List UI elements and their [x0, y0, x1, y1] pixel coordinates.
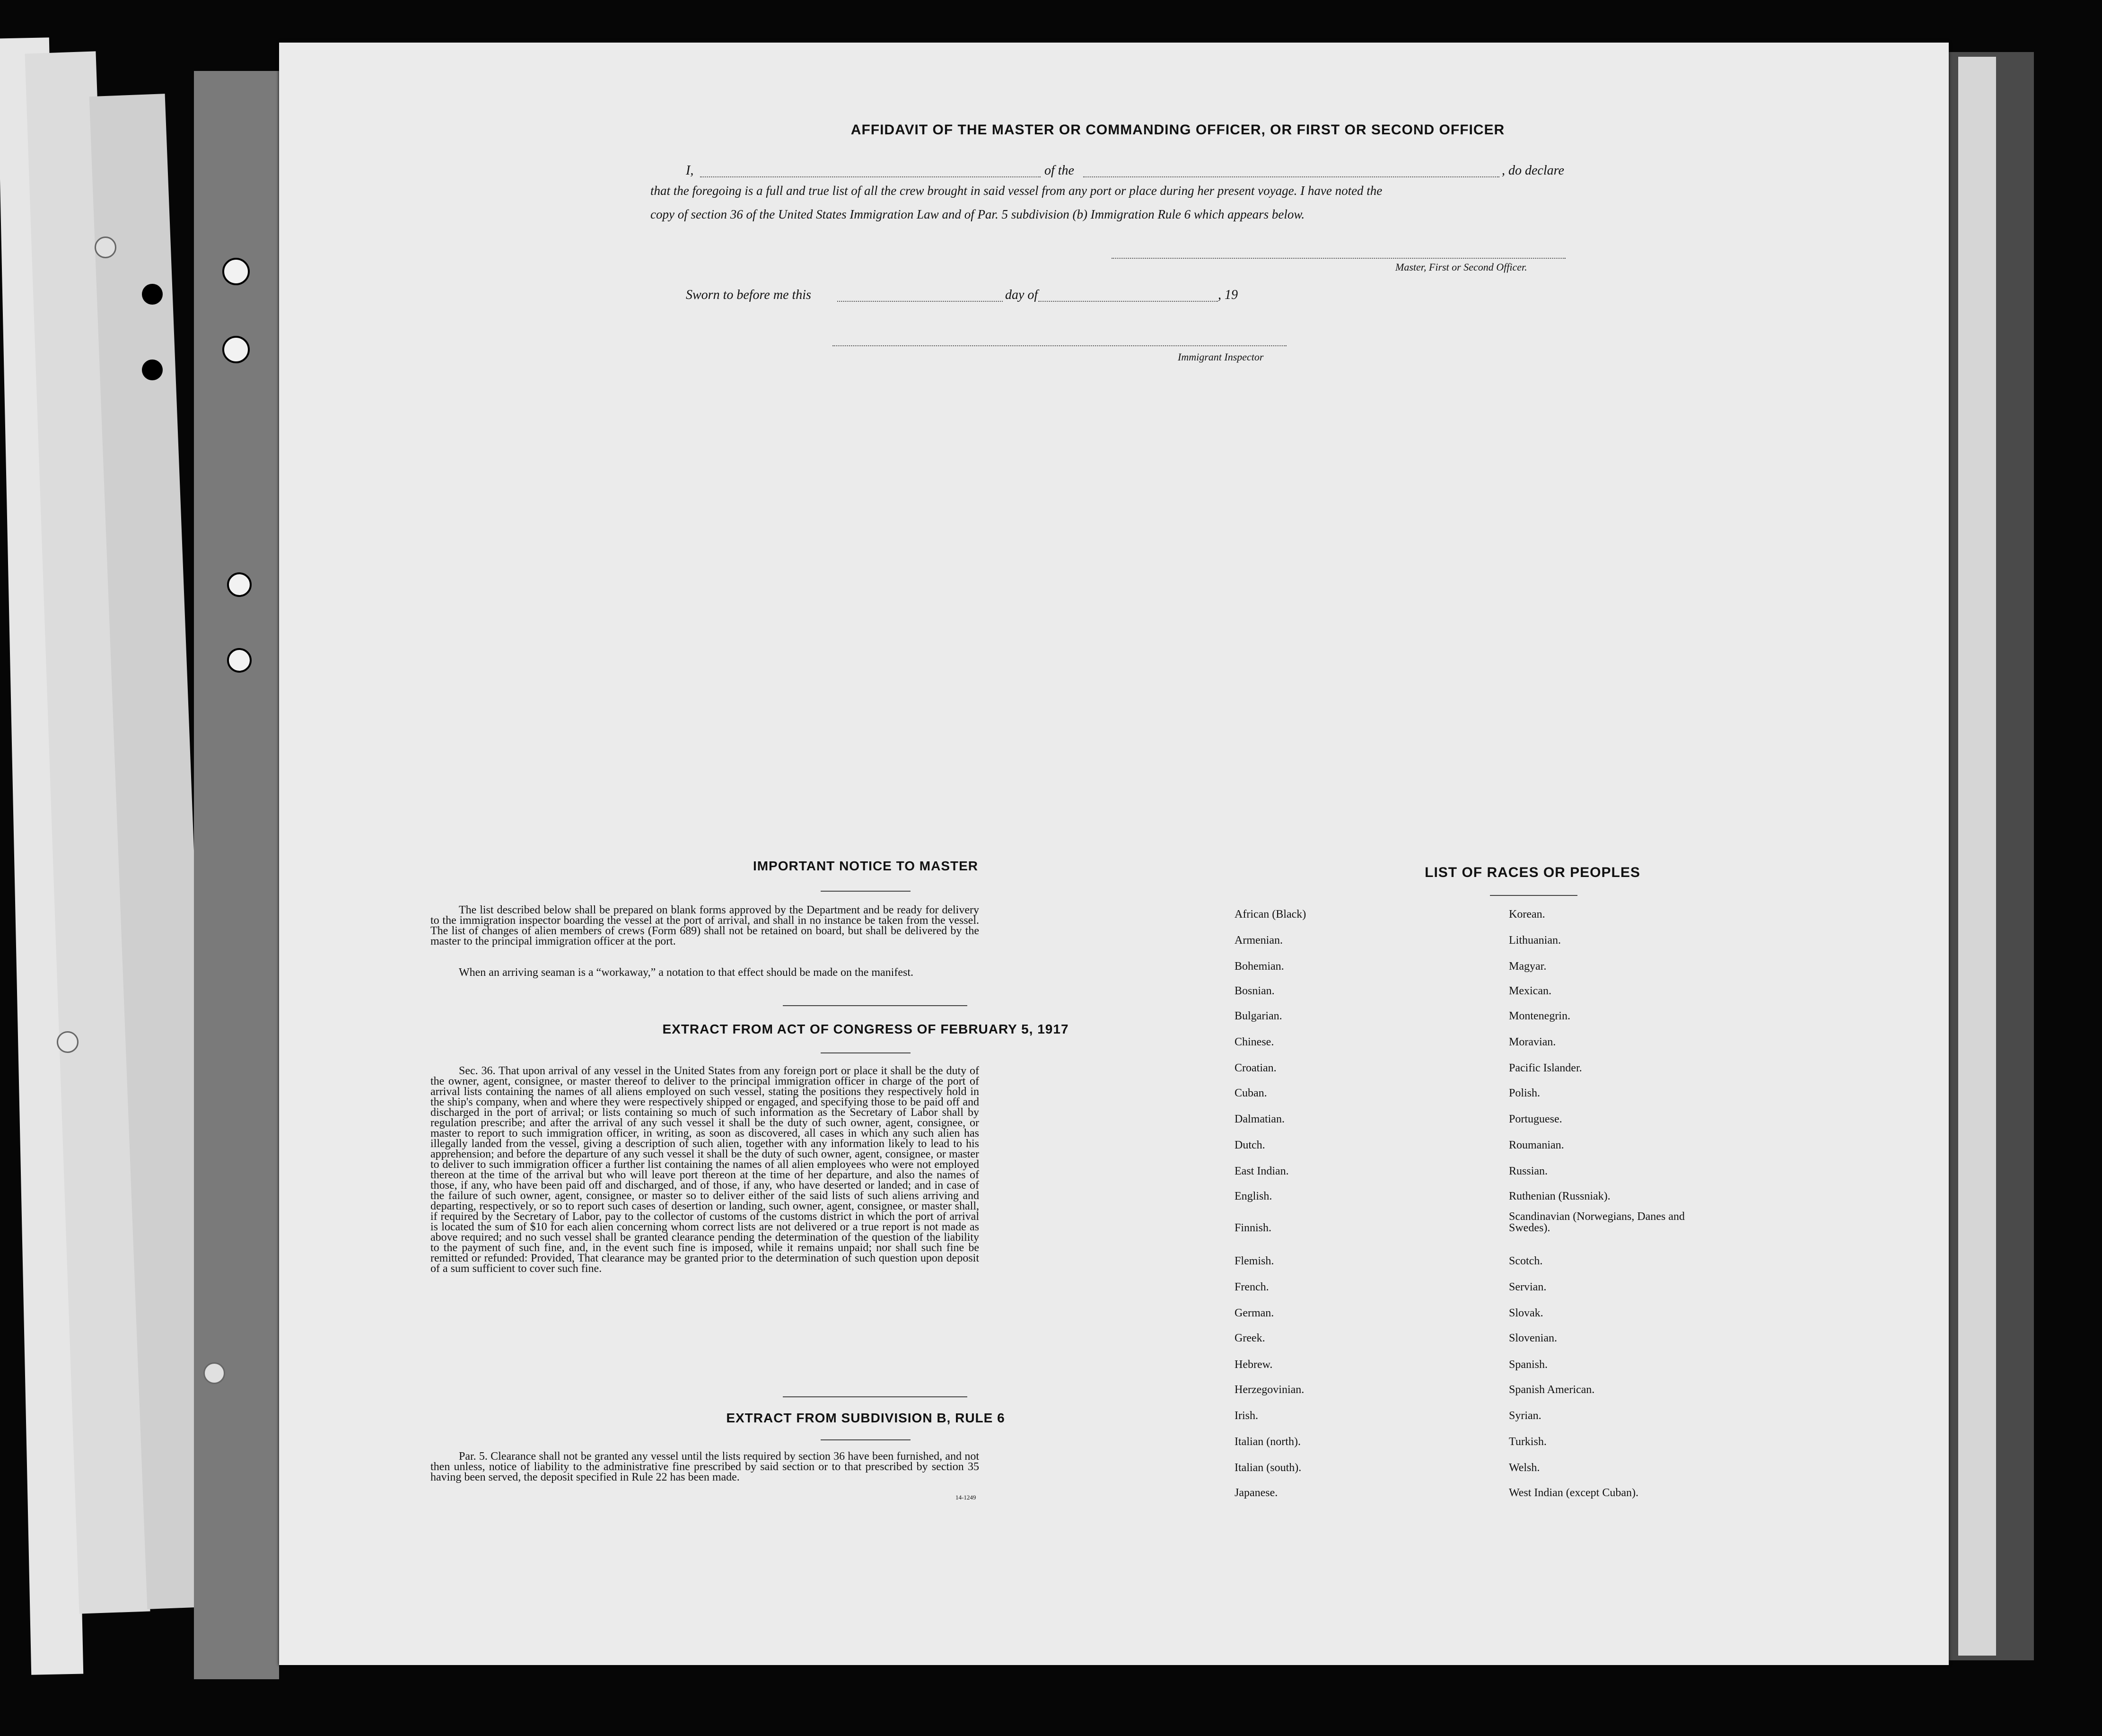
race-item: Servian.	[1509, 1281, 1547, 1293]
sworn-text: Sworn to before me this	[686, 288, 811, 302]
races-title-rule	[1490, 895, 1577, 896]
master-caption: Master, First or Second Officer.	[1395, 261, 1527, 273]
race-item: Scotch.	[1509, 1255, 1543, 1267]
race-item: English.	[1235, 1190, 1272, 1202]
sworn-month-blank[interactable]	[1038, 301, 1218, 302]
act-divider	[783, 1396, 967, 1397]
race-item: Greek.	[1235, 1332, 1265, 1344]
notice-title: IMPORTANT NOTICE TO MASTER	[753, 859, 979, 873]
form-page	[279, 43, 1949, 1665]
form-number: 14-1249	[955, 1494, 976, 1501]
race-item: Slovak.	[1509, 1307, 1543, 1319]
affidavit-line1-declare: , do declare	[1502, 163, 1564, 178]
race-item: Syrian.	[1509, 1410, 1541, 1422]
race-item: Roumanian.	[1509, 1139, 1564, 1151]
race-item: Finnish.	[1235, 1222, 1272, 1234]
race-item: French.	[1235, 1281, 1269, 1293]
race-item: Dutch.	[1235, 1139, 1265, 1151]
race-item: Bulgarian.	[1235, 1010, 1282, 1022]
race-item: Hebrew.	[1235, 1359, 1273, 1371]
race-item: Korean.	[1509, 908, 1545, 921]
affidavit-line3: copy of section 36 of the United States Immigration Law and of Par. 5 subdivision (b) Immigration Rule 6 which appears below.	[650, 207, 1305, 221]
binder-hole	[57, 1031, 79, 1053]
race-item: German.	[1235, 1307, 1274, 1319]
act-title: EXTRACT FROM ACT OF CONGRESS OF FEBRUARY 5, 1917	[662, 1022, 1069, 1036]
day-of-text: day of	[1005, 288, 1038, 302]
race-item: Flemish.	[1235, 1255, 1274, 1267]
binder-hole	[142, 359, 163, 380]
race-item: Armenian.	[1235, 934, 1283, 947]
race-item: Cuban.	[1235, 1087, 1267, 1099]
race-item: Moravian.	[1509, 1036, 1556, 1048]
year-text: , 19	[1218, 288, 1238, 302]
inspector-signature-line[interactable]	[832, 345, 1287, 346]
race-item: African (Black)	[1235, 908, 1306, 921]
notice-title-rule	[821, 891, 911, 892]
notice-divider	[783, 1005, 967, 1006]
inspector-caption: Immigrant Inspector	[1178, 351, 1264, 363]
notice-paragraph-2: When an arriving seaman is a “workaway,” a notation to that effect should be made on the manifest.	[459, 966, 913, 979]
binder-hole	[222, 258, 250, 285]
race-item: Croatian.	[1235, 1062, 1277, 1074]
race-item: Italian (south).	[1235, 1462, 1302, 1474]
act-text: Sec. 36. That upon arrival of any vessel in the United States from any foreign port or place it shall be the duty of the owner, agent, consignee, or master thereof to deliver to the principal immigration officer in charge of the port of arrival lists containing the names of all aliens employed on such vessel, stating the positions they respectively hold in the ship's company, when and where they were respectively shipped or engaged, and specifying those to be paid off and discharged in the port of arrival; or lists containing so much of such information as the Secretary of Labor shall by regulation prescribe; and after the arrival of any such vessel it shall be the duty of such owner, agent, consignee, or master to report to such immigration officer, in writing, as soon as discovered, all cases in which any such alien has illegally landed from the vessel, giving a description of such alien, together with any information likely to lead to his apprehension; and before the departure of any such vessel it shall be the duty of such owner, agent, consignee, or master to deliver to such immigration officer a further list containing the names of all alien employees who were not employed thereon at the time of the arrival but who will leave port thereon at the time of her departure, and also the names of those, if any, who have been paid off and discharged, and of those, if any, who have deserted or landed; and in case of the failure of such owner, agent, consignee, or master so to deliver either of the said lists of such aliens arriving and departing, respectively, or so to report such cases of desertion or landing, such owner, agent, consignee, or master shall, if required by the Secretary of Labor, pay to the collector of customs of the customs district in which the port of arrival is located the sum of $10 for each alien concerning whom correct lists are not delivered or a true report is not made as above required; and no such vessel shall be granted clearance pending the determination of the question of the liability to the payment of such fine, and, in the event such fine is imposed, while it remains unpaid; nor shall such fine be remitted or refunded: Provided, That clearance may be granted prior to the determination of such question upon deposit of a sum sufficient to cover such fine.	[430, 1065, 979, 1275]
name-blank[interactable]	[700, 176, 1041, 177]
binder-hole	[222, 336, 250, 363]
race-item: Welsh.	[1509, 1462, 1540, 1474]
right-edge-page	[1958, 57, 1996, 1656]
master-signature-line[interactable]	[1112, 258, 1566, 259]
race-item: Bohemian.	[1235, 960, 1284, 973]
race-item: Spanish American.	[1509, 1384, 1595, 1396]
binder-hole	[142, 284, 163, 305]
binder-hole	[95, 237, 116, 258]
race-item: East Indian.	[1235, 1165, 1289, 1177]
vessel-blank[interactable]	[1083, 176, 1499, 177]
race-item: Herzegovinian.	[1235, 1384, 1305, 1396]
race-item: Portuguese.	[1509, 1113, 1562, 1125]
race-item: Polish.	[1509, 1087, 1541, 1099]
rule-title-rule	[821, 1439, 911, 1440]
binder-hole	[203, 1362, 225, 1384]
race-item: Ruthenian (Russniak).	[1509, 1190, 1611, 1202]
notice-paragraph-1: The list described below shall be prepared on blank forms approved by the Department and be ready for delivery to the immigration inspector boarding the vessel at the port of arrival, and shall in no instance be taken from the vessel. The list of changes of alien members of crews (Form 689) shall not be retained on board, but shall be delivered by the master to the principal immigration officer at the port.	[430, 904, 979, 947]
rule-text: Par. 5. Clearance shall not be granted any vessel until the lists required by section 36 have been furnished, and not then unless, notice of liability to the administrative fine prescribed by said section or to that prescribed by section 35 having been served, the deposit specified in Rule 22 has been made.	[430, 1450, 979, 1483]
race-item: Chinese.	[1235, 1036, 1274, 1048]
binder-hole	[227, 648, 252, 673]
affidavit-line1-i: I,	[686, 163, 694, 178]
race-item: Mexican.	[1509, 985, 1551, 997]
race-item: Italian (north).	[1235, 1436, 1301, 1448]
race-item: Scandinavian (Norwegians, Danes and Swedes).	[1509, 1210, 1685, 1234]
race-item: Slovenian.	[1509, 1332, 1557, 1344]
race-item: Montenegrin.	[1509, 1010, 1570, 1022]
affidavit-title: AFFIDAVIT OF THE MASTER OR COMMANDING OFFICER, OR FIRST OR SECOND OFFICER	[850, 122, 1505, 138]
race-item: Magyar.	[1509, 960, 1547, 973]
races-title: LIST OF RACES OR PEOPLES	[1425, 865, 1640, 880]
affidavit-line1-of: of the	[1044, 163, 1074, 178]
race-item: West Indian (except Cuban).	[1509, 1487, 1638, 1499]
race-item: Lithuanian.	[1509, 934, 1561, 947]
race-item: Russian.	[1509, 1165, 1548, 1177]
sworn-day-blank[interactable]	[837, 301, 1003, 302]
race-item: Japanese.	[1235, 1487, 1278, 1499]
race-item: Turkish.	[1509, 1436, 1547, 1448]
affidavit-line2: that the foregoing is a full and true list of all the crew brought in said vessel from any port or place during her present voyage. I have noted the	[650, 184, 1383, 198]
race-item: Dalmatian.	[1235, 1113, 1285, 1125]
race-item: Irish.	[1235, 1410, 1258, 1422]
race-item: Spanish.	[1509, 1359, 1548, 1371]
race-item: Pacific Islander.	[1509, 1062, 1582, 1074]
act-title-rule	[821, 1052, 911, 1053]
race-item: Bosnian.	[1235, 985, 1275, 997]
binder-strip	[194, 71, 279, 1679]
binder-hole	[227, 572, 252, 597]
rule-title: EXTRACT FROM SUBDIVISION B, RULE 6	[726, 1411, 1005, 1425]
